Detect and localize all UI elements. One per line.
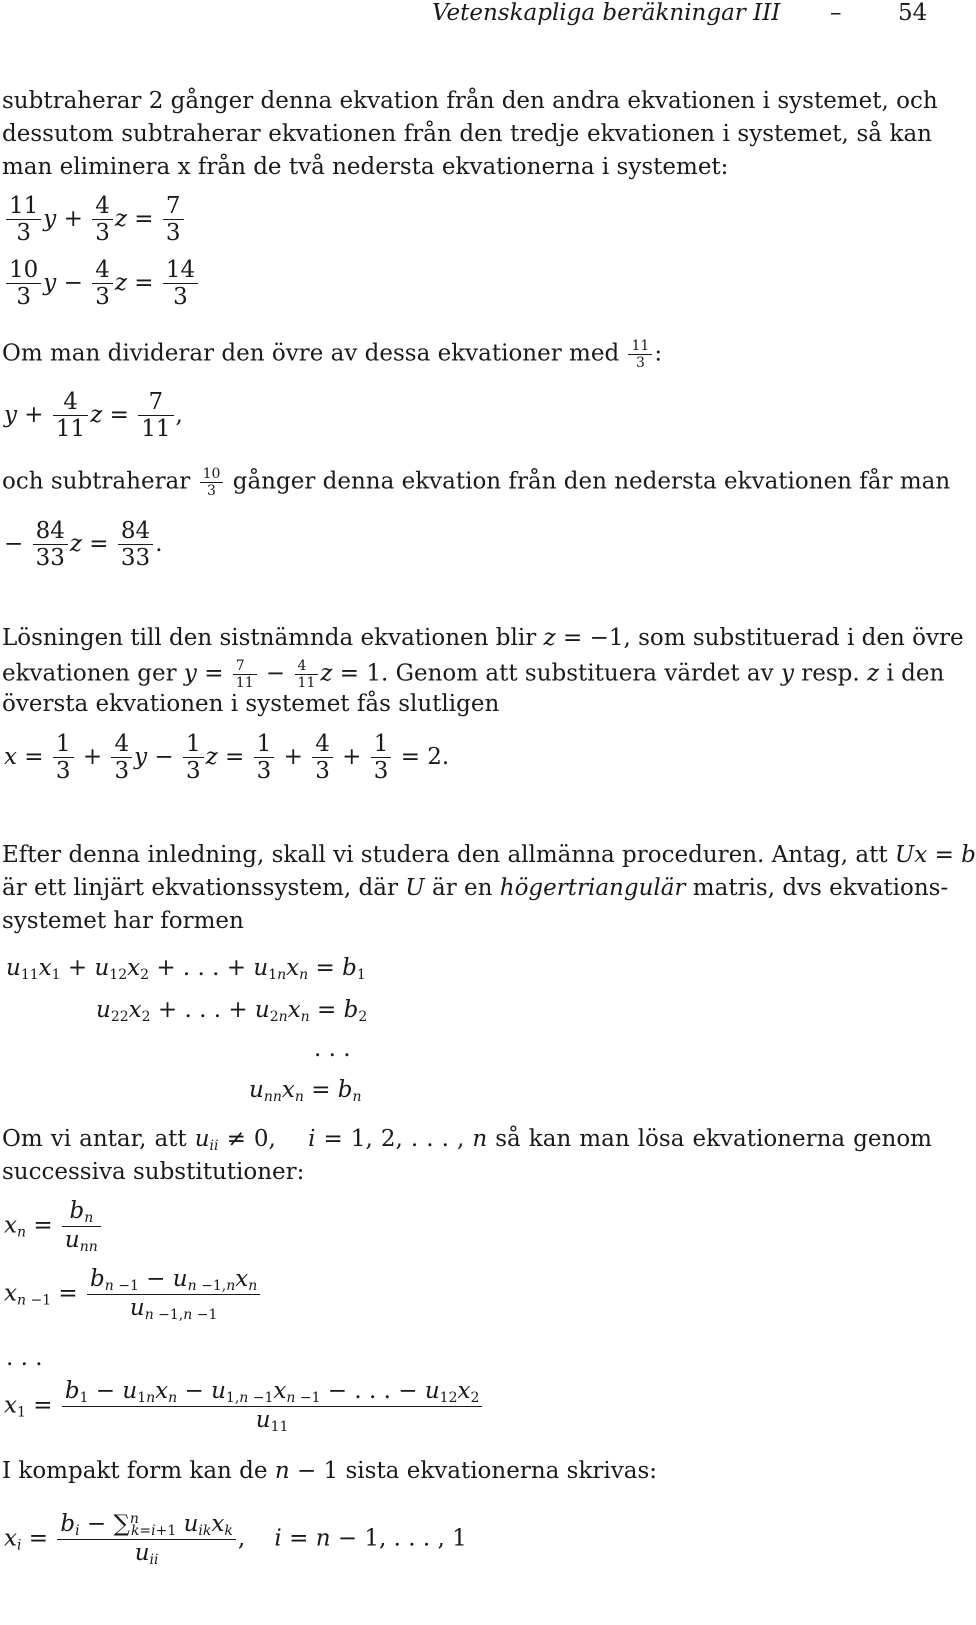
text-line: Lösningen till den sistnämnda ekvationen blir z = −1, som substituerad i den övre (2, 625, 964, 651)
text-line: ekvationen ger y = $\frac{7}{11}$ − $\frac{4}{11}$ z = 1. Genom att substituera värdet av y resp. z i den (2, 658, 945, 692)
text-line: Efter denna inledning, skall vi studera den allmänna proceduren. Antag, att Ux = b (2, 842, 976, 868)
inline-fraction: $\frac{11}{3}$ (628, 338, 652, 371)
paragraph-subtract (2, 466, 950, 499)
equation-system-row-2: $\frac{10}{3}$ y − $\frac{4}{3}$ z = $\frac{14}{3}$ (4, 257, 200, 311)
running-header-title: Vetenskapliga beräkningar III (432, 0, 781, 26)
text-line: är ett linjärt ekvationssystem, där U är en högertriangulär matris, dvs ekvations- (2, 875, 949, 901)
triangular-row-n: $u_{nn}x_n = b_n$ (249, 1077, 362, 1105)
triangular-row-2: $u_{22}x_2$ + . . . + $u_{2n}x_n = b_2$ (96, 997, 368, 1025)
text-line: systemet har formen (2, 908, 244, 934)
backsub-xn-1: $x_{n -1}$ = $\frac{b_{n -1} - u_{n -1,n}x_n}{u_{n -1,n -1}}$ (4, 1266, 262, 1323)
equation-y: y + $\frac{4}{11}$ z = $\frac{7}{11}$ , (4, 389, 183, 443)
text-line: successiva substitutioner: (2, 1159, 305, 1185)
backsub-dots: . . . (6, 1345, 43, 1371)
paragraph-substitution (2, 1126, 932, 1192)
running-header-dash: – (830, 0, 842, 26)
paragraph-compact: I kompakt form kan de n − 1 sista ekvationerna skrivas: (2, 1458, 658, 1484)
equation-z: − $\frac{84}{33}$ z = $\frac{84}{33}$ . (4, 518, 163, 572)
triangular-dots: . . . (314, 1036, 351, 1062)
text-line: dessutom subtraherar ekvationen från den tredje ekvationen i systemet, så kan (2, 121, 932, 147)
equation-x: x = $\frac{1}{3}$ + $\frac{4}{3}$ y − $\frac{1}{3}$ z = $\frac{1}{3}$ + $\frac{4}{3}$ + $\frac{1}{3}$ = 2. (4, 731, 450, 785)
text-line: Om vi antar, att $u_{ii} \ne 0$, i = 1, 2, . . . , n så kan man lösa ekvationerna genom (2, 1126, 932, 1154)
paragraph-solution (2, 625, 964, 724)
equation-system-row-1: $\frac{11}{3}$ y + $\frac{4}{3}$ z = $\frac{7}{3}$ (4, 193, 186, 247)
paragraph-intro (2, 88, 938, 187)
text-fragment: gånger denna ekvation från den nedersta ekvationen får man (232, 468, 951, 495)
backsub-x1: $x_1$ = $\frac{b_1 - u_{1n}x_n - u_{1,n -1}x_{n -1} - . . . - u_{12}x_2}{u_{11}}$ (4, 1378, 484, 1435)
text-line: översta ekvationen i systemet fås slutligen (2, 691, 500, 717)
backsub-xn: $x_n$ = $\frac{b_n}{u_{nn}}$ (4, 1198, 103, 1255)
page-number: 54 (898, 0, 928, 26)
triangular-row-1: $u_{11}x_1 + u_{12}x_2$ + . . . + $u_{1n}x_n = b_1$ (6, 955, 366, 983)
paragraph-divide: Om man dividerar den övre av dessa ekvationer med $\frac{11}{3}$ : (2, 338, 663, 372)
compact-formula: $x_i$ = $\frac{b_i - \sum^n_{k=i+1} u_{ik}x_k}{u_{ii}}$ , i = n − 1, . . . , 1 (4, 1511, 467, 1569)
paragraph-general (2, 842, 976, 941)
text-line: subtraherar 2 gånger denna ekvation från den andra ekvationen i systemet, och (2, 88, 938, 114)
text-fragment: och subtraherar (2, 468, 191, 495)
text-line: Om man dividerar den övre av dessa ekvationer med (2, 340, 620, 367)
text-line: man eliminera x från de två nedersta ekvationerna i systemet: (2, 154, 729, 180)
inline-fraction: $\frac{10}{3}$ (200, 466, 224, 499)
